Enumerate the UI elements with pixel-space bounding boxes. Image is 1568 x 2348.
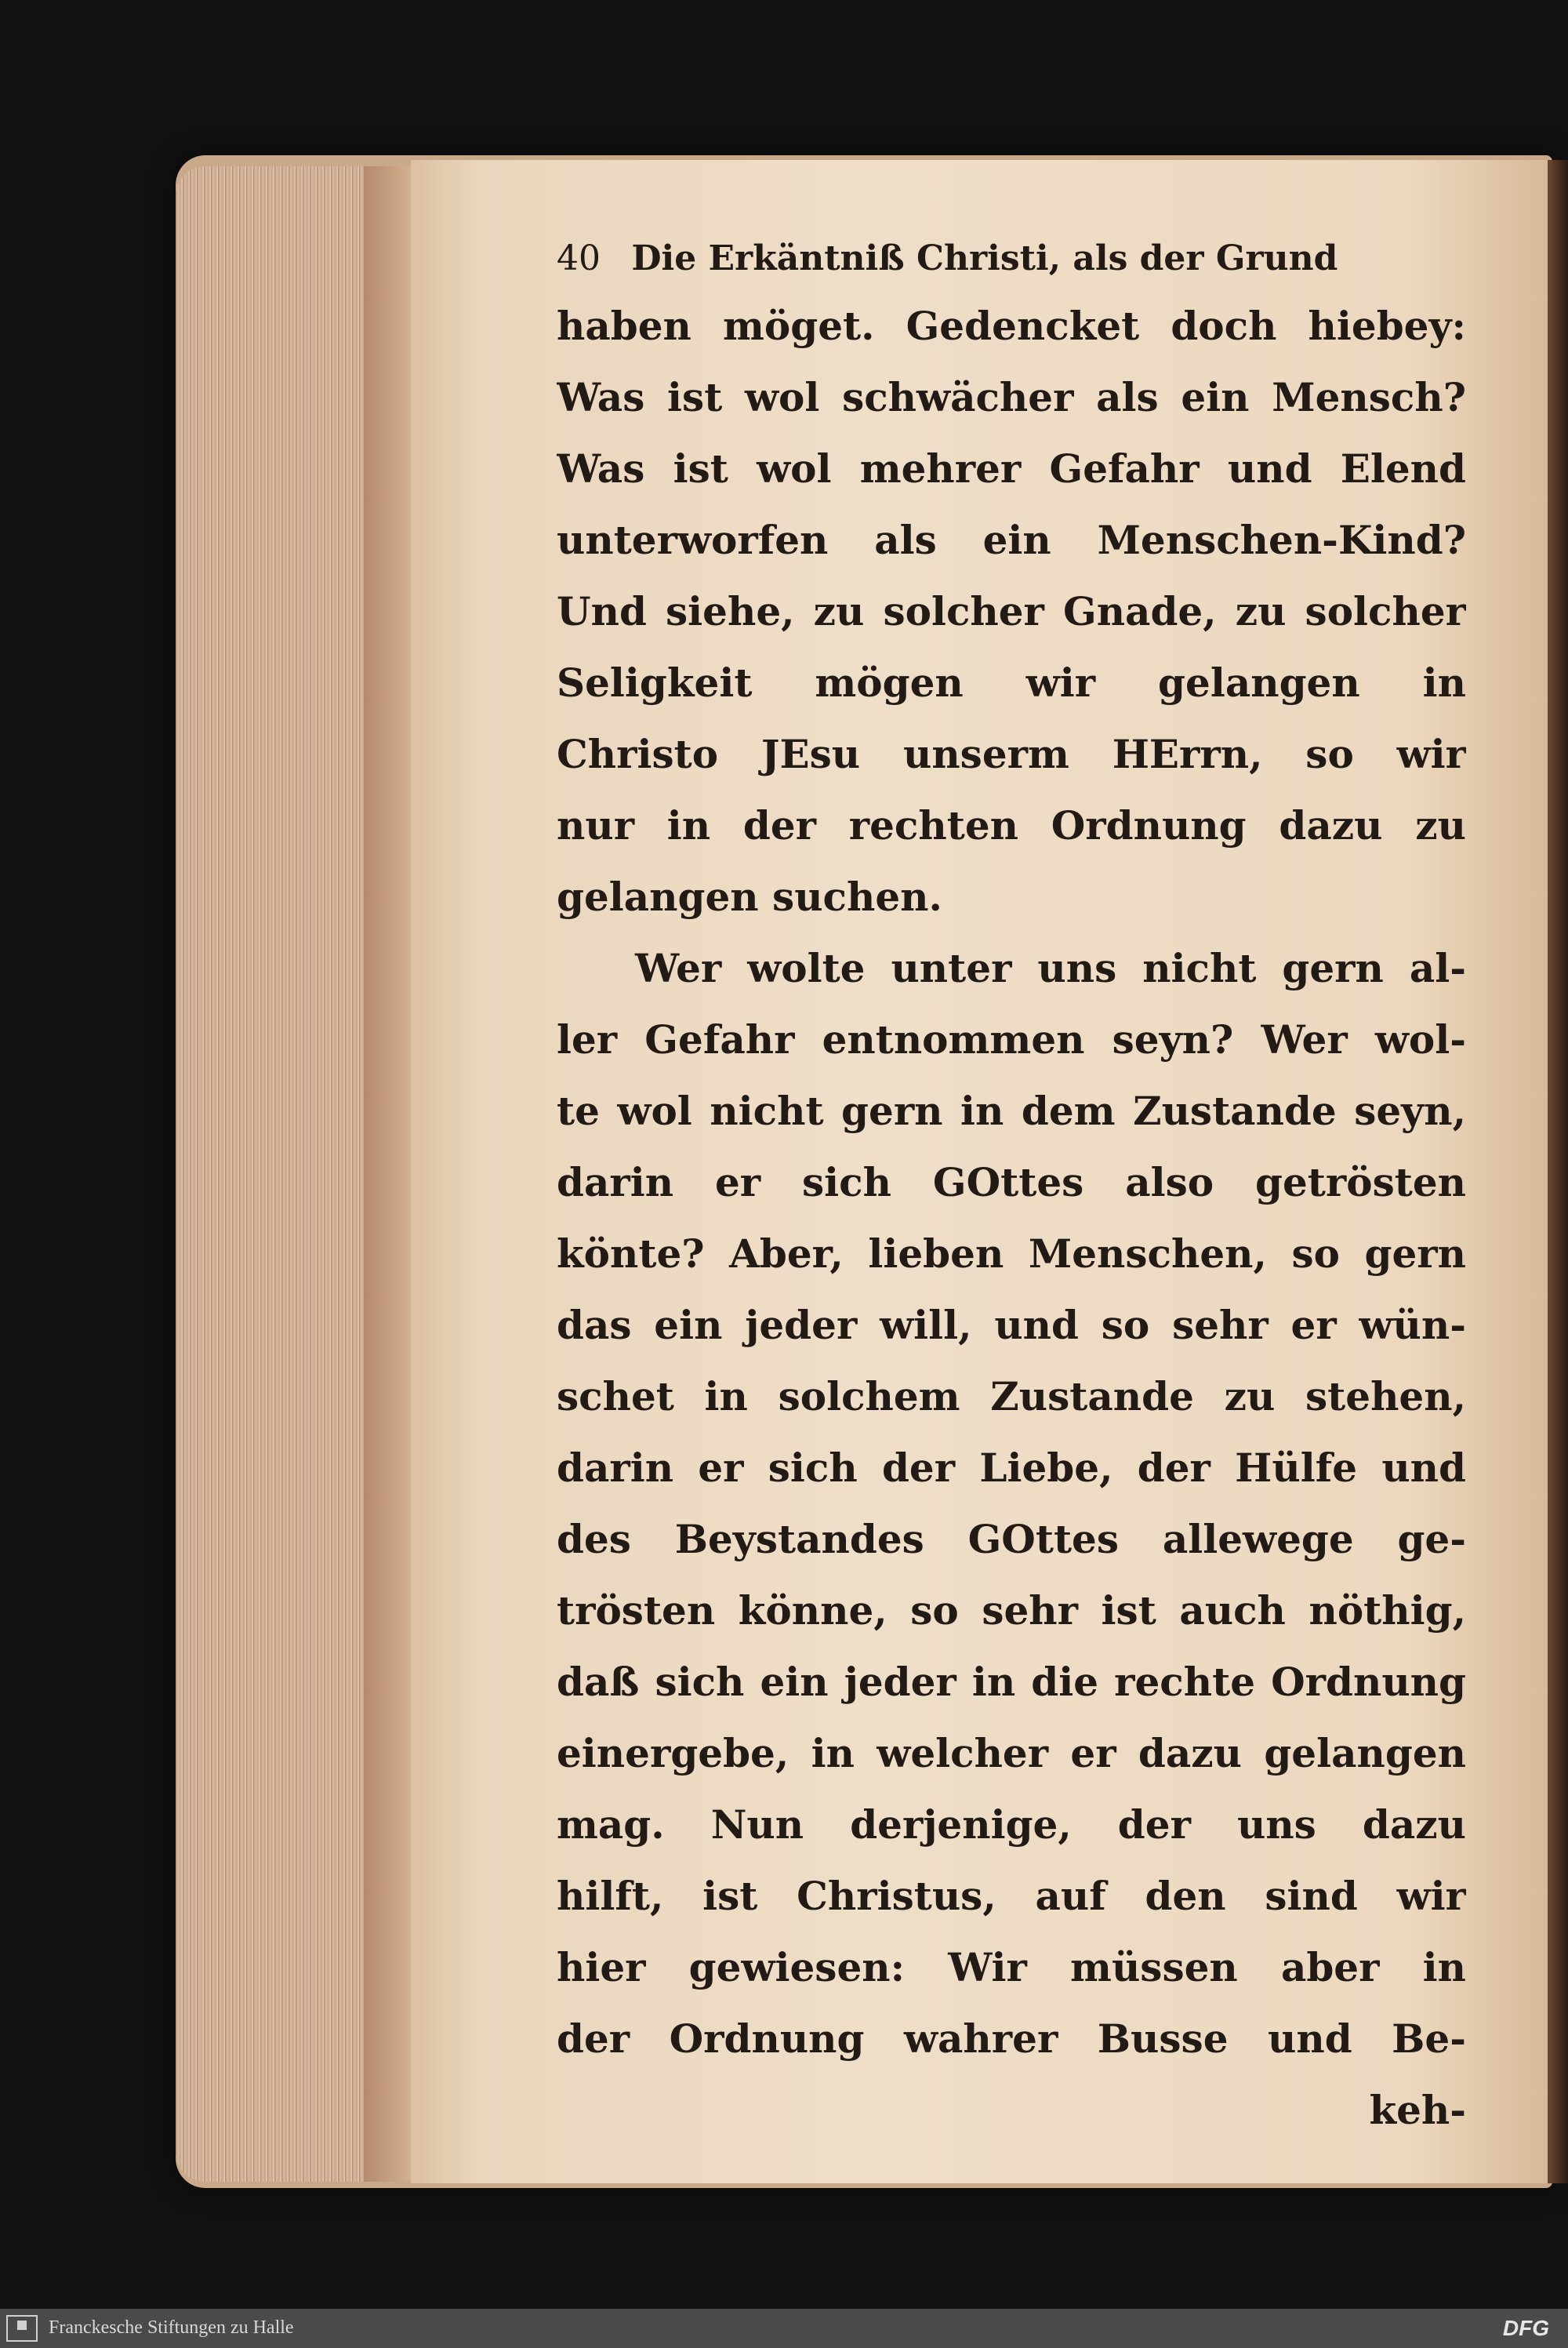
- text-line: unterworfen als ein Menschen-Kind?: [557, 517, 1466, 563]
- text-line: der Ordnung wahrer Busse und Be-: [557, 2015, 1466, 2062]
- text-line: mag. Nun derjenige, der uns dazu: [557, 1801, 1466, 1848]
- text-line: te wol nicht gern in dem Zustande seyn,: [557, 1088, 1466, 1134]
- text-line: einergebe, in welcher er dazu gelangen: [557, 1730, 1466, 1776]
- institution-logo-icon: [6, 2315, 38, 2342]
- institution-name: Franckesche Stiftungen zu Halle: [49, 2317, 294, 2338]
- text-line: Was ist wol mehrer Gefahr und Elend: [557, 445, 1466, 492]
- text-line: darin er sich GOttes also getrösten: [557, 1159, 1466, 1205]
- text-line: hier gewiesen: Wir müssen aber in: [557, 1944, 1466, 1990]
- text-line: Christo JEsu unserm HErrn, so wir: [557, 731, 1466, 777]
- page-text: [557, 227, 1466, 2146]
- page-number: 40: [557, 238, 601, 278]
- text-line: gelangen suchen.: [557, 874, 942, 920]
- text-line: des Beystandes GOttes allewege ge-: [557, 1516, 1466, 1562]
- text-line: Und siehe, zu solcher Gnade, zu solcher: [557, 588, 1466, 634]
- text-line: darin er sich der Liebe, der Hülfe und: [557, 1445, 1466, 1491]
- footer-bar: [0, 2309, 1568, 2348]
- text-line: ler Gefahr entnommen seyn? Wer wol-: [557, 1016, 1466, 1063]
- text-line: haben möget. Gedencket doch hiebey:: [557, 303, 1466, 349]
- text-line: daß sich ein jeder in die rechte Ordnung: [557, 1659, 1466, 1705]
- page-edges: [176, 166, 411, 2182]
- text-line: trösten könne, so sehr ist auch nöthig,: [557, 1587, 1466, 1634]
- catchword: keh-: [1369, 2087, 1466, 2133]
- text-line: Wer wolte unter uns nicht gern al-: [635, 945, 1466, 991]
- text-line: das ein jeder will, und so sehr er wün-: [557, 1302, 1466, 1348]
- book-gutter: [1548, 160, 1568, 2183]
- text-line: hilft, ist Christus, auf den sind wir: [557, 1873, 1466, 1919]
- running-head: Die Erkäntniß Christi, als der Grund: [631, 238, 1338, 278]
- text-line: nur in der rechten Ordnung dazu zu: [557, 802, 1466, 849]
- text-line: schet in solchem Zustande zu stehen,: [557, 1373, 1466, 1419]
- text-line: Seligkeit mögen wir gelangen in: [557, 660, 1466, 706]
- text-line: könte? Aber, lieben Menschen, so gern: [557, 1230, 1466, 1277]
- text-line: Was ist wol schwächer als ein Mensch?: [557, 374, 1466, 420]
- dfg-logo: DFG: [1502, 2316, 1549, 2340]
- running-header: [557, 227, 1466, 290]
